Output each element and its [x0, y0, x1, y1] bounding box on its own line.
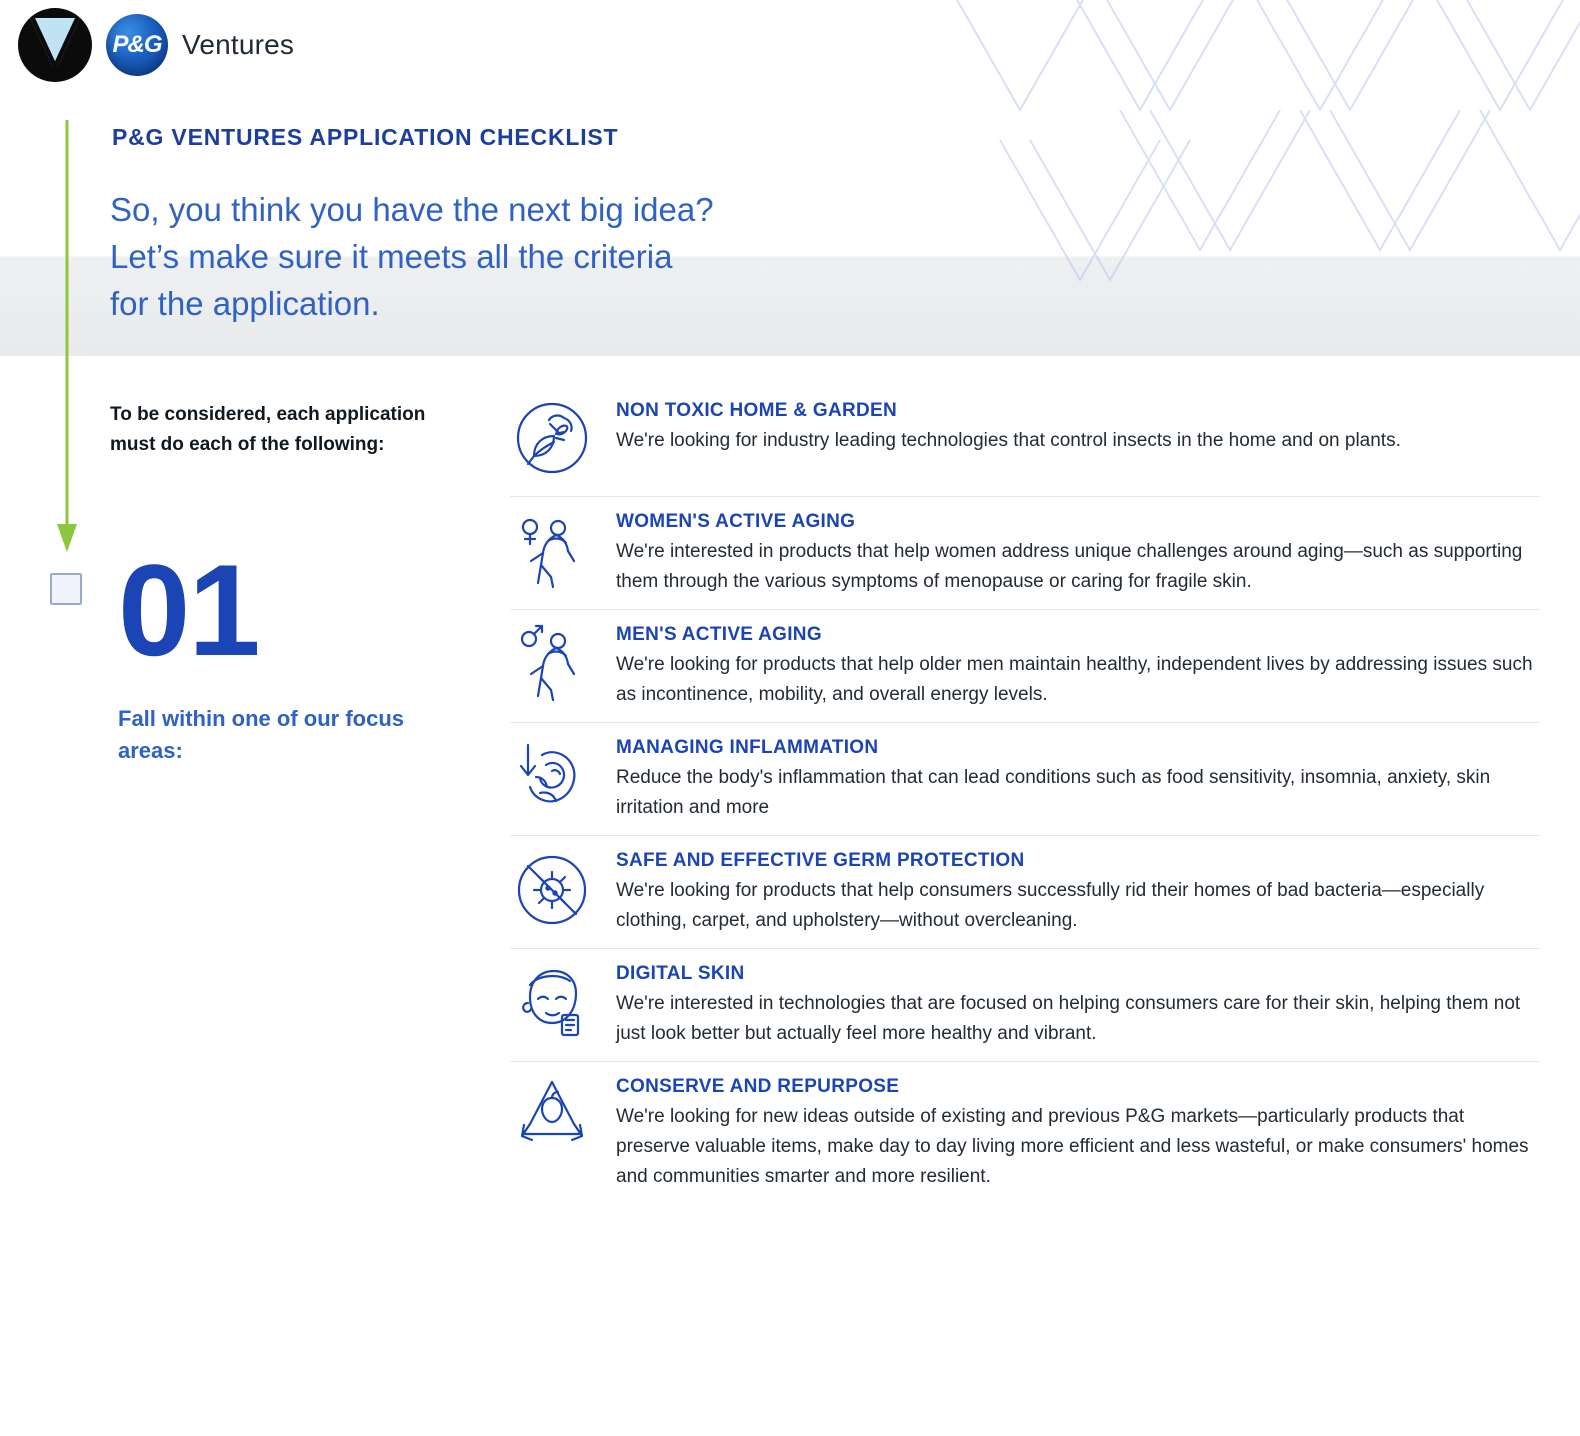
focus-area-title: WOMEN'S ACTIVE AGING [616, 511, 856, 532]
focus-area-title: SAFE AND EFFECTIVE GERM PROTECTION [616, 850, 1025, 871]
focus-area-title: MANAGING INFLAMMATION [616, 737, 879, 758]
focus-area-description: We're interested in products that help women address unique challenges around aging—such as supporting them through the various symptoms of menopause or caring for fragile skin. [616, 541, 1523, 592]
list-item-body [616, 959, 1540, 1049]
page-header [0, 0, 1580, 356]
list-item [510, 1062, 1540, 1204]
list-item [510, 497, 1540, 610]
focus-area-title: DIGITAL SKIN [616, 963, 745, 984]
requirements-intro [110, 400, 470, 460]
must-do-text: To be considered, each application must do each of the following: [110, 404, 426, 455]
green-down-arrow-icon [55, 120, 79, 552]
focus-area-description: We're interested in technologies that are focused on helping consumers care for their skin, helping them not just look better but actually feel more healthy and vibrant. [616, 993, 1521, 1044]
headline-line-2: Let’s make sure it meets all the criteria [110, 238, 673, 275]
germ-protection-icon [510, 846, 594, 934]
list-item-body [616, 846, 1540, 936]
focus-area-description: Reduce the body's inflammation that can lead conditions such as food sensitivity, insomnia, anxiety, skin irritation and more [616, 767, 1491, 818]
list-item-body [616, 396, 1540, 456]
digital-skin-face-icon [510, 959, 594, 1047]
headline-line-3: for the application. [110, 285, 380, 322]
list-item [510, 723, 1540, 836]
list-item-body [616, 620, 1540, 710]
step-label: Fall within one of our focus areas: [118, 706, 404, 763]
focus-area-description: We're looking for new ideas outside of existing and previous P&G markets—particularly products that preserve valuable items, make day to day living more efficient and less wasteful, or make consumers' homes and communities smarter and more resilient. [616, 1106, 1529, 1187]
list-item [510, 949, 1540, 1062]
page-headline [110, 186, 714, 327]
list-item-body [616, 507, 1540, 597]
focus-area-description: We're looking for industry leading technologies that control insects in the home and on plants. [616, 430, 1401, 451]
list-item [510, 610, 1540, 723]
focus-area-description: We're looking for products that help consumers successfully rid their homes of bad bacteria—especially clothing, carpet, and upholstery—without overcleaning. [616, 880, 1485, 931]
focus-area-title: CONSERVE AND REPURPOSE [616, 1076, 900, 1097]
focus-area-description: We're looking for products that help older men maintain healthy, independent lives by addressing issues such as incontinence, mobility, and overall energy levels. [616, 654, 1533, 705]
list-item [510, 836, 1540, 949]
step-number: 01 [118, 537, 259, 683]
inflammation-arrow-icon [510, 733, 594, 821]
recycle-apple-icon [510, 1072, 594, 1160]
brand-name: Ventures [182, 29, 295, 60]
man-hiking-icon [510, 620, 594, 708]
woman-hiking-icon [510, 507, 594, 595]
headline-line-1: So, you think you have the next big idea? [110, 191, 714, 228]
list-item-body [616, 733, 1540, 823]
list-item-body [616, 1072, 1540, 1192]
decorative-chevron-pattern [940, 0, 1580, 340]
list-item [510, 386, 1540, 497]
brand-lockup [18, 8, 294, 82]
focus-area-title: NON TOXIC HOME & GARDEN [616, 400, 898, 421]
focus-area-title: MEN'S ACTIVE AGING [616, 624, 822, 645]
step-checkbox[interactable] [50, 573, 82, 605]
pg-logo-icon: P&G [106, 14, 168, 76]
focus-areas-list [510, 386, 1540, 1204]
ventures-v-logo-icon [18, 8, 92, 82]
mosquito-leaf-icon [510, 396, 594, 484]
page-kicker: P&G VENTURES APPLICATION CHECKLIST [112, 124, 619, 150]
